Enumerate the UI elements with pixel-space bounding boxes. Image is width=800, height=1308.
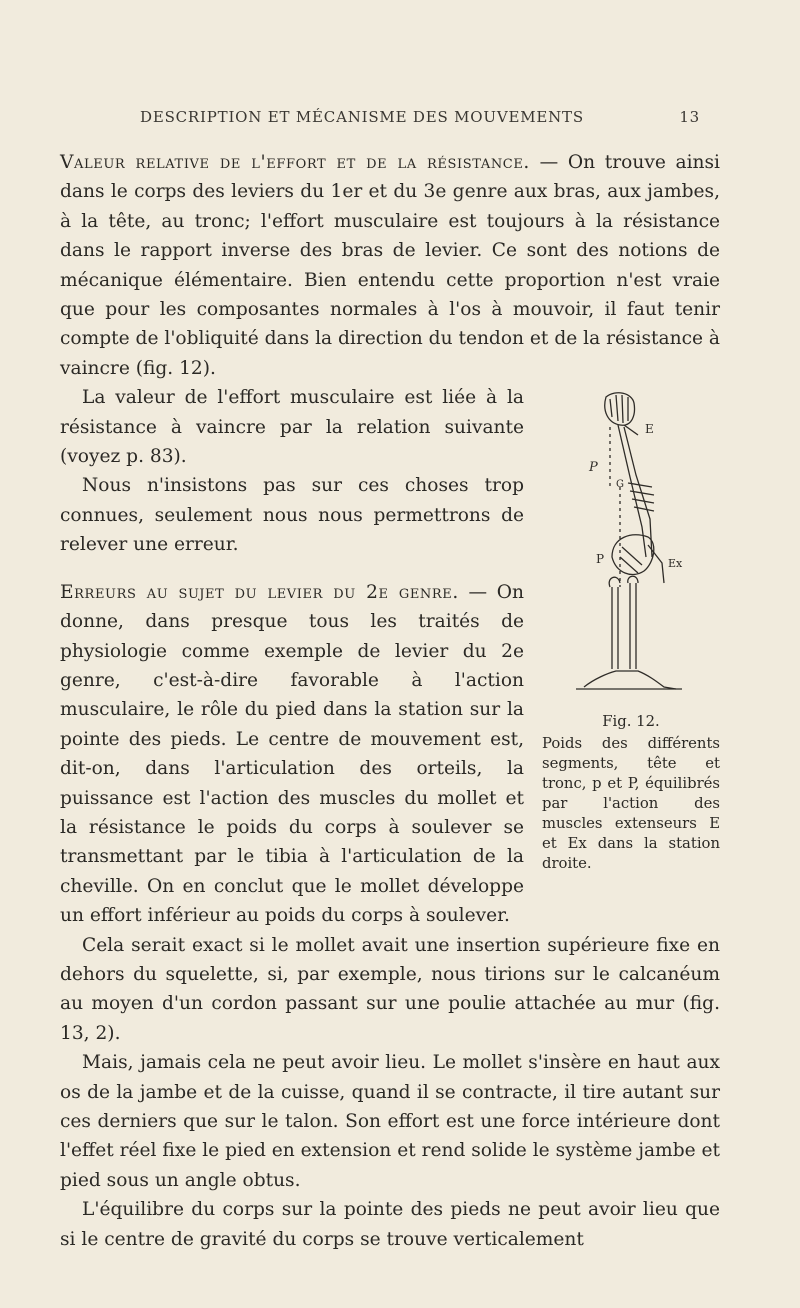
leg-bones [612,583,636,669]
pelvis-hatching [620,547,642,573]
feet-outline [584,671,676,689]
paragraph-valeur-relation: La valeur de l'effort musculaire est liée à la résistance à vaincre par la relation suivante (voyez p. 83). [60,387,524,468]
paragraph-equilibre: L'équilibre du corps sur la pointe des pieds ne peut avoir lieu que si le centre de gravité du corps se trouve verticalement [60,1199,720,1250]
paragraph-valeur [60,148,720,383]
figure-caption: Poids des différents segments, tête et tronc, p et P, équilibrés par l'action des muscles extenseurs E et Ex dans la station droite. [542,735,720,873]
skeleton-figure-illustration [572,387,690,702]
label-e: E [645,422,654,437]
label-p-small: P [589,460,598,476]
paragraph-valeur-erreur: Nous n'insistons pas sur ces choses trop connues, seulement nous nous permettrons de relever une erreur. [60,475,524,556]
section-heading-valeur: Valeur relative de l'effort et de la résistance. [60,152,530,173]
label-ex: Ex [668,557,683,571]
running-title: DESCRIPTION ET MÉCANISME DES MOUVEMENTS [140,108,584,126]
figure-label: Fig. 12. [602,713,660,731]
label-p-big: P [596,552,605,567]
paragraph-mollet-force: Mais, jamais cela ne peut avoir lieu. Le mollet s'insère en haut aux os de la jambe et de la cuisse, quand il se contracte, il tire autant sur ces derniers que sur le talon. Son effort est une force intérieure dont l'effet réel fixe le pied en extension et rend solide le système jambe et pied sous un angle obtus. [60,1052,720,1191]
knee-joints [609,576,638,587]
section-heading-erreurs: Erreurs au sujet du levier du 2e genre. [60,581,459,603]
head-hatching [610,395,628,423]
head-outline [605,393,635,425]
page-number: 13 [679,108,700,126]
paragraph-erreurs-text: — On donne, dans presque tous les traités de physiologie comme exemple de levier du 2e genre, c'est-à-dire favorable à l'action musculaire, le rôle du pied dans la station sur la pointe des pieds. Le centre de mouvement est, dit-on, dans l'articulation des orteils, la puissance est l'action des muscles du mollet et la résistance le poids du corps à soulever se transmettant par le tibia à l'articulation de la cheville. On en conclut que le mollet développe un effort inférieur au poids du corps à soulever. [60,581,524,927]
paragraph-valeur-text: — On trouve ainsi dans le corps des leviers du 1er et du 3e genre aux bras, aux jambes, à la tête, au tronc; l'effort musculaire est toujours à la résistance dans le rapport inverse des bras de levier. Ce sont des notions de mécanique élémentaire. Bien entendu cette proportion n'est vraie que pour les composantes normales à l'os à mouvoir, il faut tenir compte de l'obliquité dans la direction du tendon et de la résistance à vaincre (fig. 12). [60,152,720,379]
body-text [60,148,720,1254]
paragraph-mollet-insertion: Cela serait exact si le mollet avait une insertion supérieure fixe en dehors du squelette, si, par exemple, nous tirions sur le calcanéum au moyen d'un cordon passant sur une poulie attachée au mur (fig. 13, 2). [60,934,720,1044]
label-g: G [616,479,624,491]
figure-12 [542,383,720,874]
